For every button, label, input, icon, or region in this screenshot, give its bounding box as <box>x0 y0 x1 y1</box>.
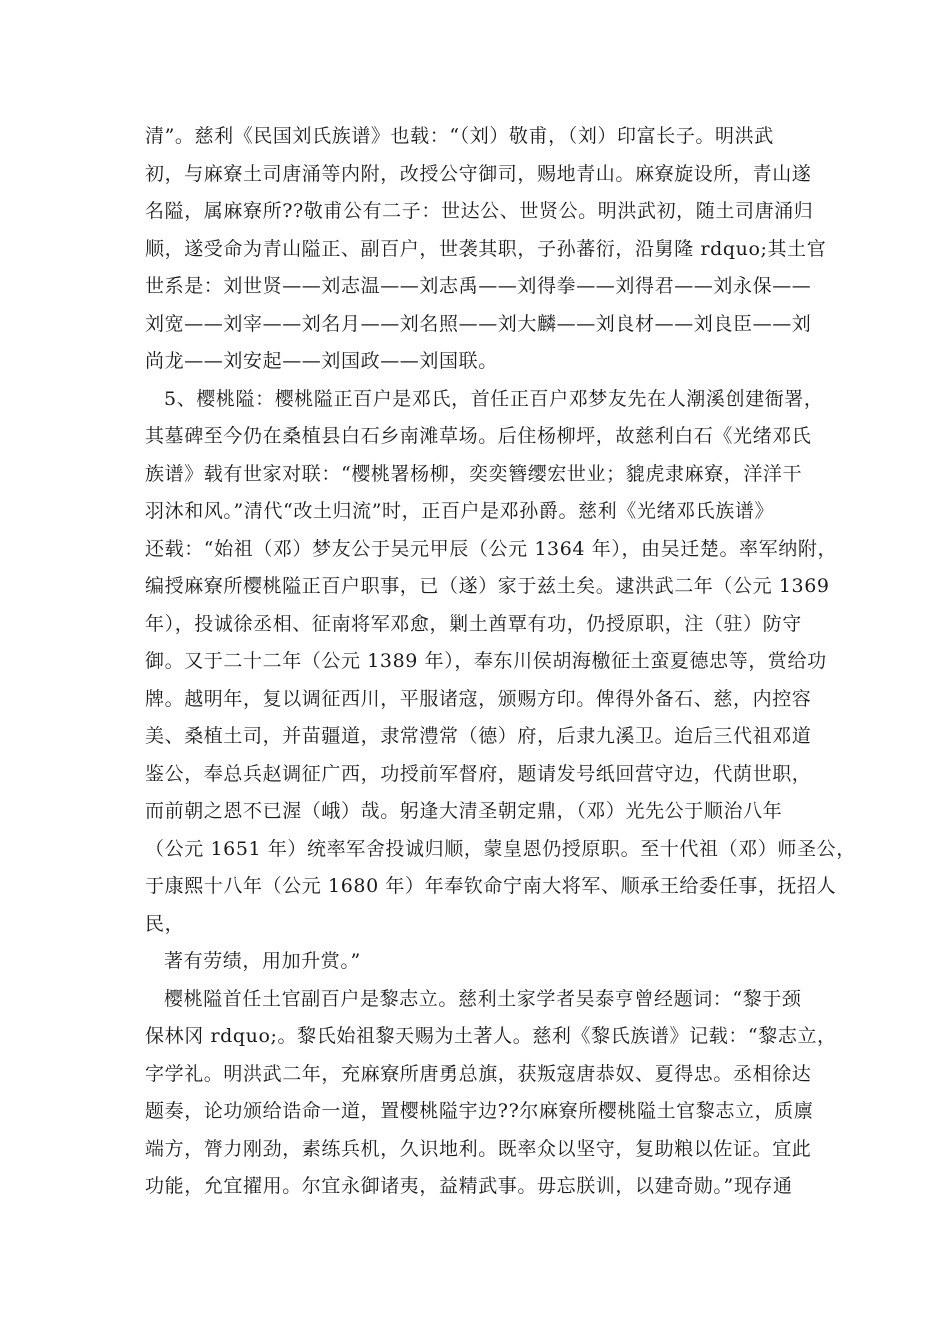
text-line: 保林冈 rdquo;。黎氏始祖黎天赐为土著人。慈利《黎氏族谱》记载：“黎志立， <box>145 1025 837 1047</box>
text-line: 顺，遂受命为青山隘正、副百户，世袭其职，子孙蕃衍，沿舅隆 rdquo;其土官 <box>145 237 827 260</box>
paragraph-start-line: 5、樱桃隘：樱桃隘正百户是邓氏，首任正百户邓梦友先在人潮溪创建衙署， <box>164 387 824 410</box>
text-line: 族谱》载有世家对联：“樱桃署杨柳，奕奕簪缨宏世业；貔虎隶麻寮，洋洋干 <box>145 462 803 485</box>
text-line: 还载：“始祖（邓）梦友公于吴元甲辰（公元 1364 年），由吴迁楚。率军纳附， <box>145 537 838 560</box>
text-line: 尚龙——刘安起——刘国政——刘国联。 <box>145 350 498 372</box>
text-line: 美、桑植土司，并苗疆道，隶常澧常（德）府，后隶九溪卫。迨后三代祖邓道 <box>145 725 812 747</box>
text-line: 字学礼。明洪武二年，充麻寮所唐勇总旗，获叛寇唐恭奴、夏得忠。丞相徐达 <box>145 1062 812 1085</box>
text-line: 其墓碑至今仍在桑植县白石乡南滩草场。后住杨柳坪，故慈利白石《光绪邓氏 <box>145 425 812 447</box>
text-line: 牌。越明年，复以调征西川，平服诸寇，颁赐方印。俾得外备石、慈，内控容 <box>145 687 812 710</box>
text-line: 功能，允宜擢用。尔宜永御诸夷，益精武事。毋忘朕训，以建奇勋。”现存通 <box>145 1175 793 1197</box>
paragraph-start-line: 樱桃隘首任土官副百户是黎志立。慈利土家学者吴泰亨曾经题词：“黎于颈 <box>164 987 802 1010</box>
text-line: 刘宽——刘宰——刘名月——刘名照——刘大麟——刘良材——刘良臣——刘 <box>145 312 812 335</box>
text-line: 羽沐和风。”清代“改土归流”时，正百户是邓孙爵。慈利《光绪邓氏族谱》 <box>145 500 775 522</box>
text-line: 御。又于二十二年（公元 1389 年），奉东川侯胡海檄征土蛮夏德忠等，赏给功 <box>145 650 827 672</box>
text-line: 世系是：刘世贤——刘志温——刘志禹——刘得拳——刘得君——刘永保—— <box>145 275 812 297</box>
text-line: 年），投诚徐丞相、征南将军邓愈，剿土酋覃有功，仍授原职，注（驻）防守 <box>145 612 802 635</box>
body-text <box>145 118 856 1206</box>
paragraph-start-line: 著有劳绩，用加升赏。” <box>164 950 361 972</box>
text-line: 编授麻寮所樱桃隘正百户职事，已（遂）家于兹土矣。逮洪武二年（公元 1369 <box>145 575 830 597</box>
text-line: 名隘，属麻寮所??敬甫公有二子：世达公、世贤公。明洪武初，随土司唐涌归 <box>145 200 814 222</box>
text-line: （公元 1651 年）统率军舍投诚归顺，蒙皇恩仍授原职。至十代祖（邓）师圣公， <box>145 837 856 860</box>
text-line: 端方，膂力刚劲，素练兵机，久识地利。既率众以坚守，复助粮以佐证。宜此 <box>145 1137 812 1160</box>
text-line: 清”。慈利《民国刘氏族谱》也载：“（刘）敬甫，（刘）印富长子。明洪武 <box>145 125 774 147</box>
text-line: 初，与麻寮土司唐涌等内附，改授公守御司，赐地青山。麻寮旋设所，青山遂 <box>145 162 812 185</box>
text-line: 于康熙十八年（公元 1680 年）年奉钦命宁南大将军、顺承王给委任事，抚招人 <box>145 875 837 897</box>
text-line: 而前朝之恩不已渥（峨）哉。躬逢大清圣朝定鼎，（邓）光先公于顺治八年 <box>145 800 783 822</box>
text-line: 题奏，论功颁给诰命一道，置樱桃隘宇边??尔麻寮所樱桃隘土官黎志立，质廪 <box>145 1100 814 1122</box>
text-line: 民， <box>145 912 185 935</box>
text-line: 鉴公，奉总兵赵调征广西，功授前军督府，题请发号纸回营守边，代荫世职， <box>145 762 812 785</box>
